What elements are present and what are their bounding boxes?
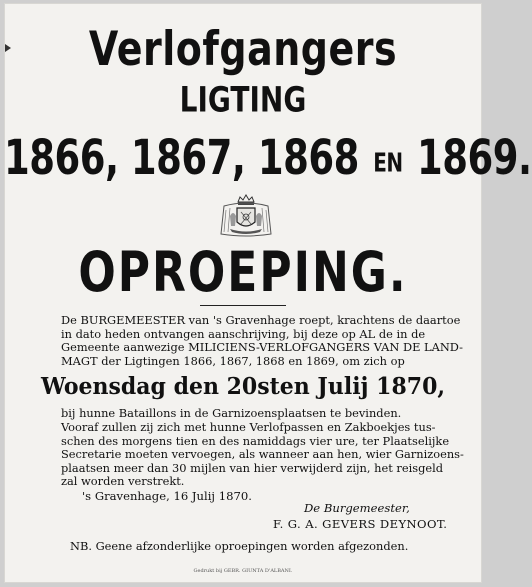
poster-subtitle: LIGTING <box>179 79 307 121</box>
year-conjunction: EN <box>373 146 403 179</box>
nota-bene: NB. Geene afzonderlijke oproepingen worden afgezonden. <box>70 539 409 553</box>
paragraph-summons <box>61 313 463 368</box>
year-1869: 1869 <box>417 130 518 186</box>
paragraph-instructions <box>61 420 464 489</box>
poster <box>4 3 532 583</box>
paragraph-line: in dato heden ontvangen aanschrijving, bij deze op AL de in de <box>61 326 426 341</box>
paragraph-line: Secretarie moeten vervoegen, als wanneer aan hen, wier Garnizoens- <box>61 447 464 461</box>
paragraph-line: MAGT der Ligtingen 1866, 1867, 1868 en 1869, om zich op <box>61 353 405 368</box>
paragraph-line: schen des morgens tien en des namiddags vier ure, ter Plaatselijke <box>61 433 450 448</box>
year-1868: 1868 <box>257 130 359 186</box>
coat-of-arms-icon <box>216 194 276 238</box>
paragraph-line: Vooraf zullen zij zich met hunne Verlofpassen en Zakboekjes tus- <box>61 420 436 434</box>
printer-credit: Gedrukt bij GEBR. GIUNTA D'ALBANI. <box>193 568 293 574</box>
signature-title: De Burgemeester, <box>304 501 410 515</box>
paragraph-line: bij hunne Bataillons in de Garnizoensplaatsen te bevinden. <box>61 406 402 420</box>
report-date: Woensdag den 20sten Julij 1870, <box>40 373 446 401</box>
paragraph-line: De BURGEMEESTER van 's Gravenhage roept, krachtens de daartoe <box>61 313 461 327</box>
poster-title: Verlofgangers <box>88 21 398 76</box>
years-line: 1866, 1867, 1868 EN 1869. <box>4 130 532 186</box>
oproeping-heading: OPROEPING. <box>78 241 408 305</box>
paragraph-line: Gemeente aanwezige MILICIENS-VERLOFGANGERS VAN DE LAND- <box>61 340 463 354</box>
signature-name: F. G. A. GEVERS DEYNOOT. <box>273 517 448 531</box>
divider-rule <box>200 305 286 306</box>
paragraph-line: plaatsen meer dan 30 mijlen van hier verwijderd zijn, het reisgeld <box>61 460 444 475</box>
year-1866: 1866 <box>4 130 105 186</box>
place-and-date: 's Gravenhage, 16 Julij 1870. <box>82 489 252 503</box>
paragraph-battalions <box>61 407 446 421</box>
paragraph-line: zal worden verstrekt. <box>61 474 185 488</box>
year-1867: 1867 <box>130 130 232 186</box>
